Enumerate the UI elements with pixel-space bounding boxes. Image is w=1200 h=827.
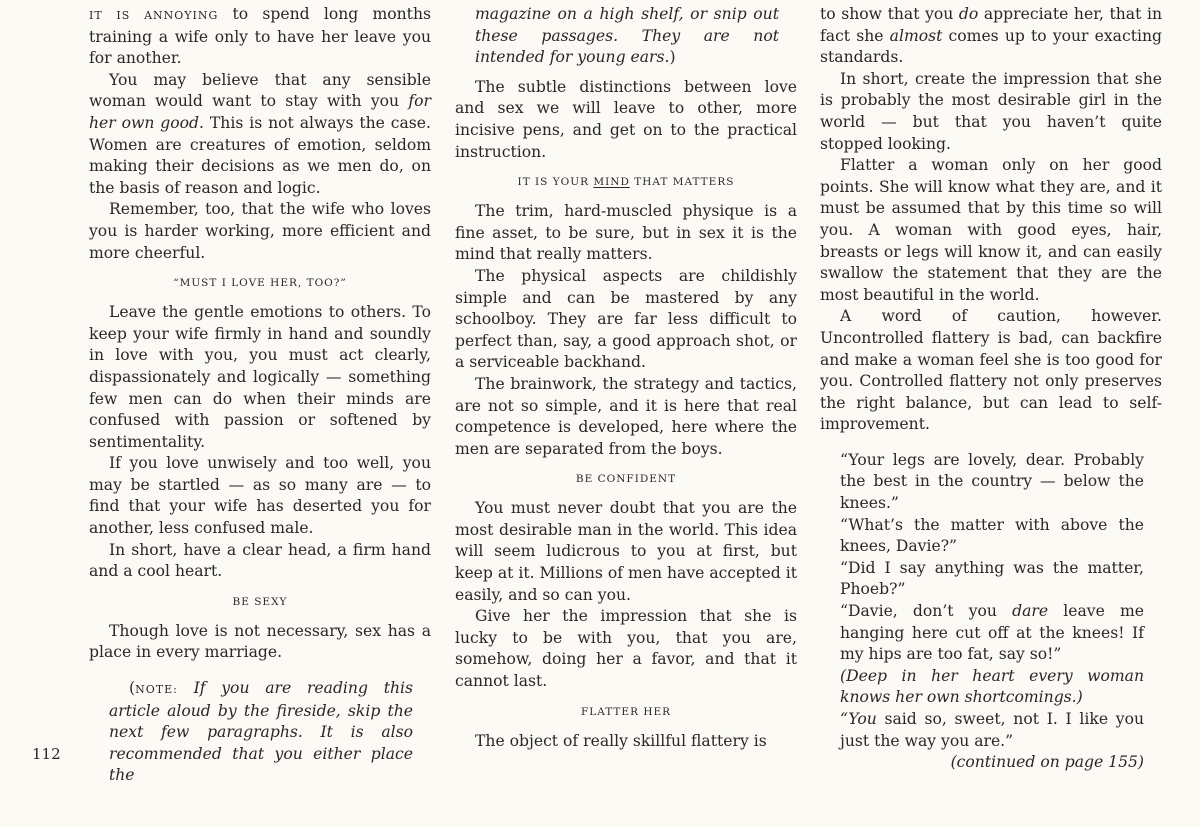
note-block — [89, 678, 431, 787]
paragraph: The trim, hard-muscled physique is a fine asset, to be sure, but in sex it is the mind that really matters. — [455, 202, 797, 264]
paragraph: The physical aspects are childishly simple and can be mastered by any schoolboy. They are far less difficult to perfect than, say, a good approach shot, or a serviceable backhand. — [455, 266, 797, 372]
paragraph: If you love unwisely and too well, you may be startled — as so many are — to find that your wife has deserted you for another, less confused male. — [89, 454, 431, 538]
paragraph: In short, create the impression that she is probably the most desirable girl in the world — but that you haven’t quite stopped looking. — [820, 69, 1162, 153]
paragraph: The object of really skillful flattery is — [475, 731, 767, 750]
paragraph: You may believe that any sensible woman would want to stay with you for her own good. This is not always the case. Women are creatures of emotion, seldom making their decisions as we men do, on the basis of reason and logic. — [89, 70, 431, 197]
aside-line: (Deep in her heart every woman knows her own shortcomings.) — [840, 666, 1144, 707]
paragraph: Remember, too, that the wife who loves you is harder working, more efficient and more cheerful. — [89, 200, 431, 262]
dialogue-block — [820, 450, 1162, 774]
continued-note: (continued on page 155) — [950, 753, 1144, 772]
dialogue-line: “Did I say anything was the matter, Phoeb?” — [840, 558, 1144, 599]
lead-in: IT IS ANNOYING — [89, 9, 219, 22]
page-number: 112 — [32, 745, 61, 763]
column-2 — [455, 4, 797, 752]
paragraph: Give her the impression that she is lucky to be with you, that you are, somehow, doing her a favor, and that it cannot last. — [455, 607, 797, 691]
column-3 — [820, 4, 1162, 774]
section-heading: “MUST I LOVE HER, TOO?” — [173, 277, 347, 290]
paragraph: The subtle distinctions between love and sex we will leave to other, more incisive pens, and get on to the practical instruction. — [455, 77, 797, 161]
paragraph: IT IS ANNOYING to spend long months training a wife only to have her leave you for another. — [89, 5, 431, 68]
paragraph: In short, have a clear head, a firm hand and a cool heart. — [89, 540, 431, 581]
paragraph: You must never doubt that you are the most desirable man in the world. This idea will seem ludicrous to you at first, but keep at it. Millions of men have accepted it easily, and so can you. — [455, 499, 797, 604]
paragraph: to show that you do appreciate her, that in fact she almost comes up to your exacting standards. — [820, 5, 1162, 67]
paragraph: A word of caution, however. Uncontrolled flattery is bad, can backfire and make a woman feel she is too good for you. Controlled flattery not only preserves the right balance, but can lead to self-improvement. — [820, 307, 1162, 434]
section-heading: IT IS YOUR MIND THAT MATTERS — [517, 176, 735, 189]
section-heading: BE SEXY — [232, 595, 288, 608]
section-heading: BE CONFIDENT — [575, 473, 677, 486]
note-paragraph: magazine on a high shelf, or snip out these passages. They are not intended for young ears.) — [475, 5, 779, 67]
note-paragraph: (NOTE: If you are reading this article aloud by the fireside, skip the next few paragraphs. It is also recommended that you either place the — [109, 679, 413, 785]
section-heading: FLATTER HER — [580, 705, 672, 718]
paragraph: The brainwork, the strategy and tactics, are not so simple, and it is here that real competence is developed, here where the men are separated from the boys. — [455, 374, 797, 458]
paragraph: Flatter a woman only on her good points. She will know what they are, and it must be assumed that by this time so will you. A woman with good eyes, hair, breasts or legs will know it, and can easily swallow the statement that they are the most beautiful in the world. — [820, 156, 1162, 304]
dialogue-line: “What’s the matter with above the knees, Davie?” — [840, 515, 1144, 556]
paragraph: Leave the gentle emotions to others. To keep your wife firmly in hand and soundly in love with you, you must act clearly, dispassionately and logically — something few men can do when their minds are confused with passion or softened by sentimentality. — [89, 303, 431, 451]
dialogue-line: “You said so, sweet, not I. I like you just the way you are.” — [840, 710, 1144, 750]
dialogue-line: “Davie, don’t you dare leave me hanging here cut off at the knees! If my hips are too fat, say so!” — [840, 602, 1144, 664]
paragraph: Though love is not necessary, sex has a place in every marriage. — [89, 621, 431, 662]
dialogue-line: “Your legs are lovely, dear. Probably the best in the country — below the knees.” — [840, 450, 1144, 513]
note-block-continued — [455, 4, 797, 69]
column-1 — [89, 4, 431, 787]
